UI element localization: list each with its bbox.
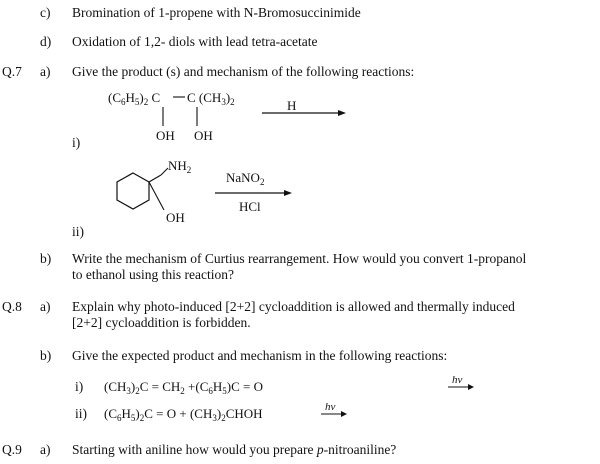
q8-number: Q.8 bbox=[2, 299, 22, 314]
item-d-label: d) bbox=[40, 34, 52, 49]
q8-i-condition: hv bbox=[452, 374, 463, 386]
q7-b-text-2: to ethanol using this reaction? bbox=[72, 267, 234, 282]
q7-ii-cyclohexane-ring bbox=[117, 173, 149, 209]
item-c-text: Bromination of 1-propene with N-Bromosuccinimide bbox=[72, 5, 361, 20]
item-c-label: c) bbox=[40, 5, 51, 20]
item-d-text: Oxidation of 1,2- diols with lead tetra-acetate bbox=[72, 34, 318, 49]
q8-a-text-2: [2+2] cycloaddition is forbidden. bbox=[72, 315, 251, 330]
q9-a-text-em: p bbox=[316, 442, 324, 457]
q7-i-reagent: H bbox=[287, 98, 297, 113]
q7-b-text-1: Write the mechanism of Curtius rearrangement. How would you convert 1-propanol bbox=[72, 251, 527, 266]
q7-a-text: Give the product (s) and mechanism of the following reactions: bbox=[72, 64, 415, 79]
q8-ii-arrowhead bbox=[341, 411, 347, 417]
q7-i-label: i) bbox=[72, 135, 81, 150]
q7-i-right-group: C $(CH_3)_2$ bbox=[187, 90, 235, 107]
q7-ii-nh2-bond bbox=[161, 168, 168, 175]
q8-a-label: a) bbox=[40, 299, 51, 314]
q7-ii-reagent-bottom: HCl bbox=[239, 199, 261, 214]
q8-b-text: Give the expected product and mechanism in the following reactions: bbox=[72, 348, 448, 363]
q8-i-equation: $(CH_3)_2C = CH_2 +(C_6H_5)C = O$ bbox=[104, 379, 264, 396]
q9-a-label: a) bbox=[40, 442, 51, 457]
q7-ii-label: ii) bbox=[72, 224, 84, 239]
q8-i-label: i) bbox=[75, 379, 84, 394]
q7-ii-reagent-top: NaNO$_2$ bbox=[226, 170, 265, 187]
q7-a-label: a) bbox=[40, 64, 51, 79]
q7-i-left-group: $(C_6H_5)_2$ C bbox=[108, 90, 161, 107]
q7-i-oh2: OH bbox=[194, 128, 213, 143]
q8-ii-equation: $(C_6H_5)_2C = O$ + $(CH_3)_2CHOH$ bbox=[104, 406, 263, 423]
q7-i-oh1: OH bbox=[156, 128, 175, 143]
q7-ii-nh2: $NH_2$ bbox=[168, 158, 192, 175]
q8-b-label: b) bbox=[40, 348, 52, 363]
q8-ii-condition: hv bbox=[325, 401, 336, 413]
q7-b-label: b) bbox=[40, 251, 52, 266]
q8-ii-label: ii) bbox=[75, 406, 87, 421]
q7-ii-oh-bond bbox=[149, 182, 164, 210]
q8-i-arrowhead bbox=[468, 384, 474, 390]
q9-a-text bbox=[72, 442, 396, 458]
q9-a-text-pre: Starting with aniline how would you prepare bbox=[72, 442, 317, 457]
q9-number: Q.9 bbox=[2, 442, 22, 457]
q9-a-text-post: -nitroaniline? bbox=[323, 442, 397, 457]
q7-number: Q.7 bbox=[2, 64, 22, 79]
q8-a-text-1: Explain why photo-induced [2+2] cycloaddition is allowed and thermally induced bbox=[72, 299, 515, 314]
q7-i-arrowhead bbox=[338, 110, 346, 116]
q7-ii-arrowhead bbox=[284, 190, 292, 196]
q7-ii-oh: OH bbox=[166, 210, 185, 225]
q7-ii-ch2-bond bbox=[149, 175, 161, 182]
